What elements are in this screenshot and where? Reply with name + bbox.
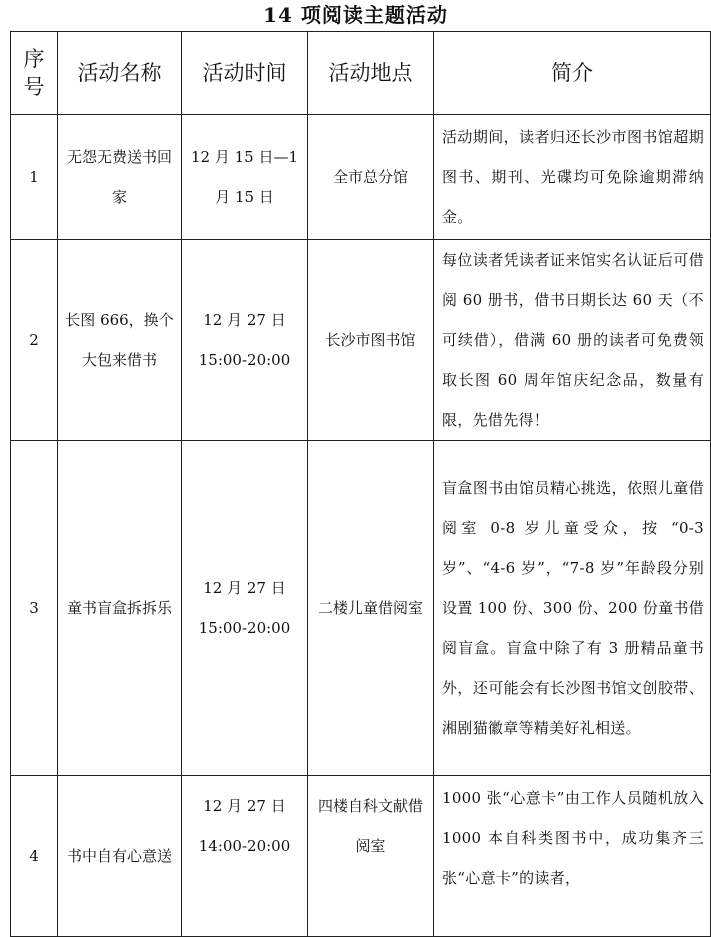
cell-desc: 活动期间，读者归还长沙市图书馆超期图书、期刊、光碟均可免除逾期滞纳金。	[434, 115, 711, 240]
cell-name: 童书盲盒拆拆乐	[58, 441, 182, 776]
cell-desc: 盲盒图书由馆员精心挑选，依照儿童借阅室 0-8 岁儿童受众，按 “0-3 岁”、“4-6 岁”，“7-8 岁”年龄段分别设置 100 份、300 份、200 份童书借阅盲盒。盲盒中除了有 3 册精品童书外，还可能会有长沙图书馆文创胶带、湘剧猫徽章等精美好礼相送。	[434, 441, 711, 776]
header-name: 活动名称	[58, 32, 182, 115]
page-title: 14 项阅读主题活动	[263, 3, 448, 27]
cell-time: 12 月 27 日 15:00-20:00	[182, 240, 308, 441]
cell-name: 无怨无费送书回家	[58, 115, 182, 240]
table-row	[11, 115, 711, 240]
header-time: 活动时间	[182, 32, 308, 115]
table-header-row	[11, 32, 711, 115]
cell-seq: 1	[11, 115, 58, 240]
cell-seq: 3	[11, 441, 58, 776]
header-place: 活动地点	[308, 32, 434, 115]
cell-place: 二楼儿童借阅室	[308, 441, 434, 776]
cell-name: 长图 666，换个大包来借书	[58, 240, 182, 441]
cell-time: 12 月 27 日 15:00-20:00	[182, 441, 308, 776]
table-row	[11, 441, 711, 776]
cell-place: 四楼自科文献借阅室	[308, 776, 434, 937]
table-row	[11, 240, 711, 441]
cell-time: 12 月 15 日—1 月 15 日	[182, 115, 308, 240]
activity-table	[10, 31, 711, 937]
cell-seq: 4	[11, 776, 58, 937]
cell-place: 长沙市图书馆	[308, 240, 434, 441]
cell-place: 全市总分馆	[308, 115, 434, 240]
cell-time: 12 月 27 日 14:00-20:00	[182, 776, 308, 937]
table-row	[11, 776, 711, 937]
cell-seq: 2	[11, 240, 58, 441]
header-desc: 简介	[434, 32, 711, 115]
header-seq: 序号	[11, 32, 58, 115]
cell-desc: 每位读者凭读者证来馆实名认证后可借阅 60 册书，借书日期长达 60 天（不可续借），借满 60 册的读者可免费领取长图 60 周年馆庆纪念品，数量有限，先借先得！	[434, 240, 711, 441]
cell-desc: 1000 张“心意卡”由工作人员随机放入 1000 本自科类图书中，成功集齐三张“心意卡”的读者，	[434, 776, 711, 937]
cell-name: 书中自有心意送	[58, 776, 182, 937]
